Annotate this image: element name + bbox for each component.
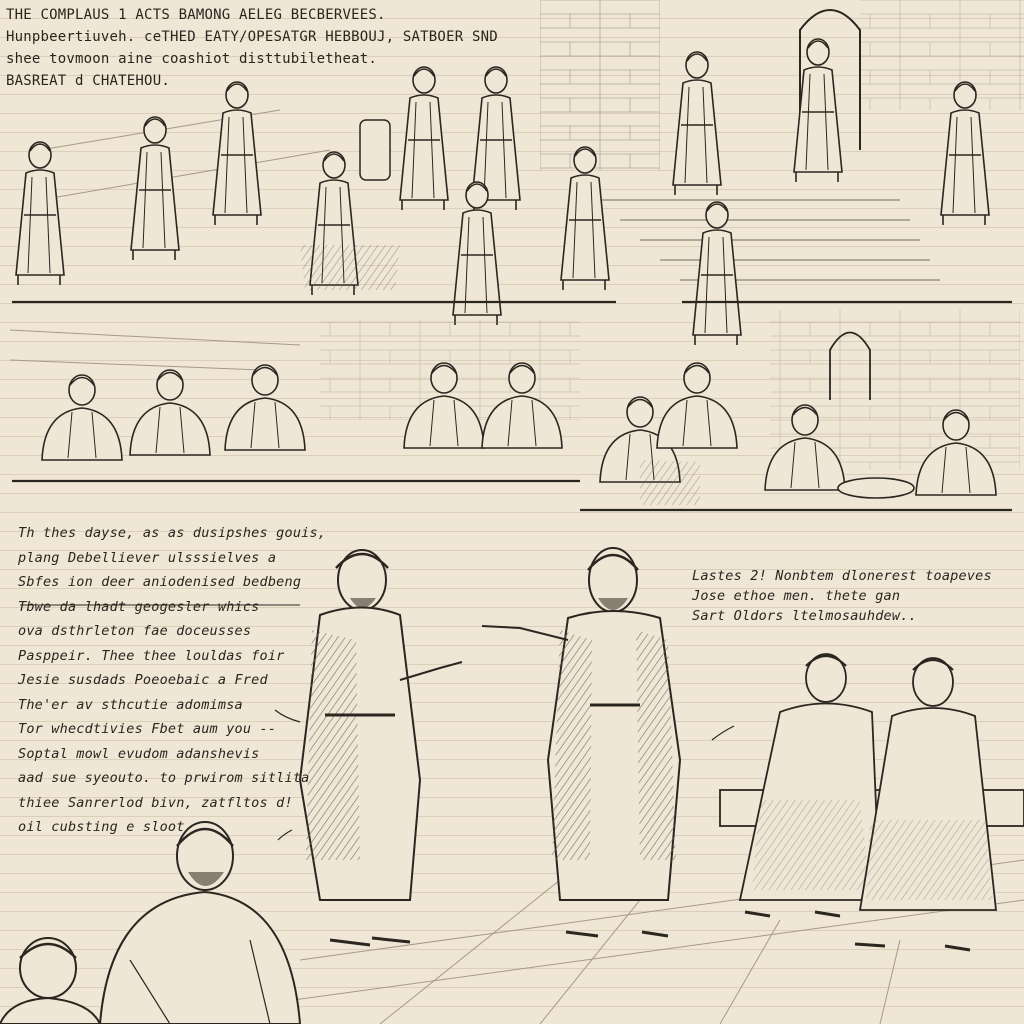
foreground-figures [0,822,300,1024]
header-caption-line: shee tovmoon aine coashiot disttubiletheat. [6,51,378,67]
speaker-center-figure [482,548,680,936]
story-text-line: thiee Sanrerlod bivn, zatfltos d! [18,794,293,811]
header-caption-line: THE COMPLAUS 1 ACTS BAMONG AELEG BECBERVEES. [6,7,386,23]
story-text-line: Tbwe da lhadt geogesler whics [18,598,260,615]
story-text-block [18,521,326,840]
header-caption-line: Hunpbeertiuveh. ceTHED EATY/OPESATGR HEBBOUJ, SATBOER SND [6,29,498,45]
side-caption-line: Lastes 2! Nonbtem dlonerest toapeves [692,568,992,584]
story-text-line: Pasppeir. Thee thee louldas foir [18,647,285,664]
side-caption-line: Jose ethoe men. thete gan [692,588,901,604]
side-caption-line: Sart Oldors ltelmosauhdew.. [692,608,917,624]
story-text-line: Jesie susdads Poeoebaic a Fred [18,672,268,688]
seated-listeners [720,654,1024,950]
story-text-line: Tor whecdtivies Fbet aum you -- [18,721,277,737]
header-caption-line: BASREAT d CHATEHOU. [6,73,170,89]
story-text-line: oil cubsting e sloot [18,819,185,835]
header-caption [6,4,498,92]
story-text-line: Sbfes ion deer aniodenised bedbeng [18,574,302,590]
side-caption [692,566,992,626]
story-text-line: plang Debelliever ulsssielves a [18,549,277,566]
middle-panel-scene [10,310,1020,510]
story-text-line: Th thes dayse, as as dusipshes gouis, [18,525,327,541]
story-text-line: aad sue syeouto. to prwirom sitlita [18,770,310,786]
story-text-line: The'er av sthcutie adomimsa [18,696,243,713]
story-text-line: Soptal mowl evudom adanshevis [18,745,260,762]
story-text-line: ova dsthrleton fae doceusses [18,623,252,639]
